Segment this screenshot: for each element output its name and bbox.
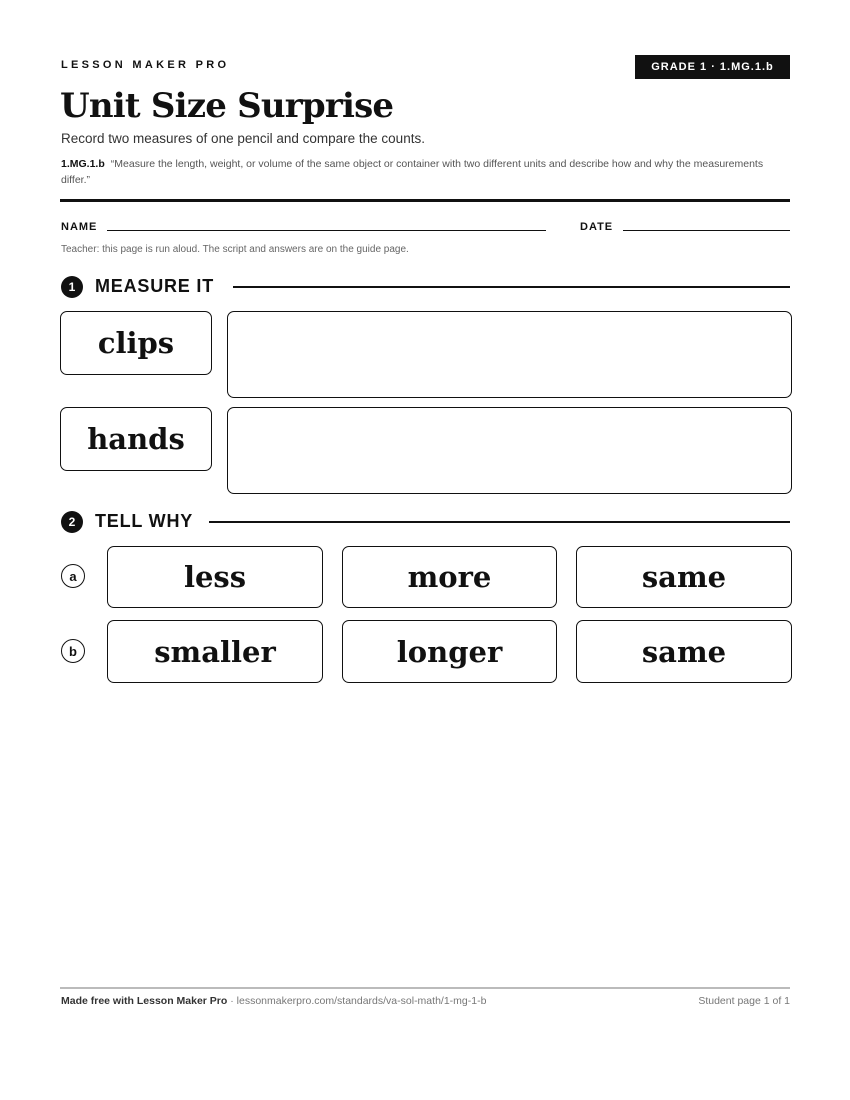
standard-text: “Measure the length, weight, or volume of the same object or container with two different units and describe how and why the measurements differ.”: [61, 158, 764, 186]
footer-credit: [61, 995, 486, 1007]
date-label: DATE: [580, 221, 614, 233]
name-field[interactable]: [107, 230, 546, 231]
brand-name: LESSON MAKER PRO: [61, 59, 230, 71]
row-a-letter: a: [61, 564, 85, 588]
standard-code: 1.MG.1.b: [61, 158, 105, 170]
teacher-note: Teacher: this page is run aloud. The script and answers are on the guide page.: [61, 244, 409, 255]
choice-smaller[interactable]: smaller: [107, 620, 323, 683]
unit-card-hands: hands: [60, 407, 212, 471]
unit-card-clips: clips: [60, 311, 212, 375]
choice-same-b[interactable]: same: [576, 620, 792, 683]
page-title: Unit Size Surprise: [60, 86, 394, 126]
page-subtitle: Record two measures of one pencil and compare the counts.: [61, 131, 425, 146]
grade-badge: GRADE 1 · 1.MG.1.b: [635, 55, 790, 79]
standard-statement: [61, 156, 791, 188]
footer-separator: ·: [227, 995, 237, 1007]
section-1-title: MEASURE IT: [95, 276, 215, 296]
choice-longer[interactable]: longer: [342, 620, 557, 683]
answer-box-hands[interactable]: [227, 407, 792, 494]
footer-divider: [60, 987, 790, 989]
row-b-letter: b: [61, 639, 85, 663]
choice-same-a[interactable]: same: [576, 546, 792, 608]
header-divider: [60, 199, 790, 202]
footer-made-with: Made free with Lesson Maker Pro: [61, 995, 228, 1007]
footer-page-number: Student page 1 of 1: [698, 995, 790, 1007]
date-field[interactable]: [623, 230, 790, 231]
section-2-title: TELL WHY: [95, 511, 194, 531]
answer-box-clips[interactable]: [227, 311, 792, 398]
section-1-rule: [233, 286, 790, 288]
name-label: NAME: [61, 221, 98, 233]
section-2-rule: [209, 521, 790, 523]
choice-less[interactable]: less: [107, 546, 323, 608]
section-2-number: 2: [61, 511, 83, 533]
footer-url[interactable]: lessonmakerpro.com/standards/va-sol-math/1-mg-1-b: [236, 995, 487, 1007]
choice-more[interactable]: more: [342, 546, 557, 608]
section-1-number: 1: [61, 276, 83, 298]
